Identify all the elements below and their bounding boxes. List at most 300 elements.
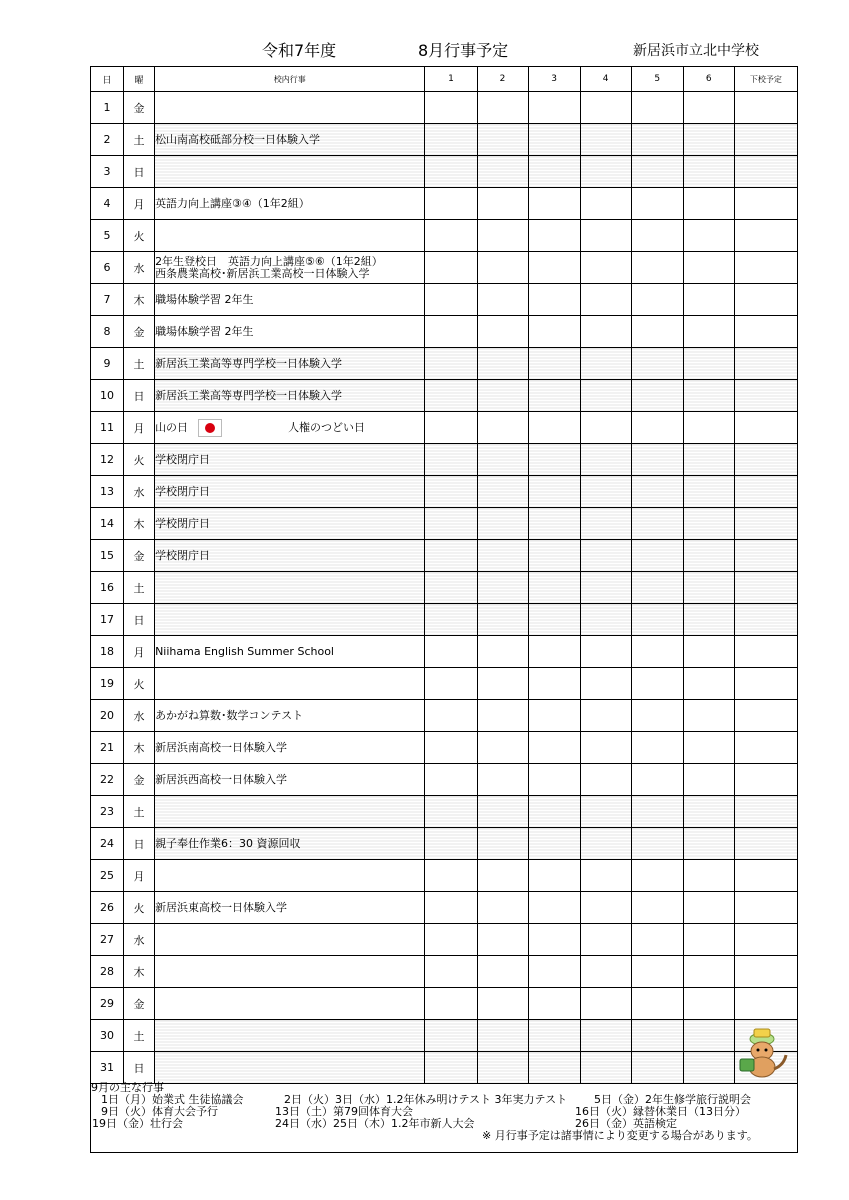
col-header: 2 — [477, 67, 528, 92]
period-cell — [425, 1052, 477, 1084]
event-cell — [155, 732, 425, 764]
period-cell — [631, 700, 683, 732]
dismissal-cell — [734, 604, 797, 636]
period-cell — [631, 220, 683, 252]
period-cell — [477, 284, 528, 316]
event-cell — [155, 380, 425, 412]
period-cell — [425, 604, 477, 636]
day-cell: 4 — [91, 188, 124, 220]
period-cell — [683, 796, 734, 828]
period-cell — [477, 604, 528, 636]
period-cell — [580, 956, 631, 988]
event-cell — [155, 188, 425, 220]
day-cell: 16 — [91, 572, 124, 604]
event-cell — [155, 348, 425, 380]
period-cell — [683, 636, 734, 668]
period-cell — [528, 700, 580, 732]
weekday-cell: 土 — [124, 348, 155, 380]
event-cell — [155, 796, 425, 828]
day-cell: 29 — [91, 988, 124, 1020]
day-cell: 17 — [91, 604, 124, 636]
period-cell — [580, 124, 631, 156]
footer-event: 19日（金）壮行会 — [92, 1117, 183, 1130]
event-text: 学校閉庁日 — [155, 516, 211, 530]
event-text: 英語力向上講座③④（1年2組） — [155, 196, 310, 210]
period-cell — [528, 828, 580, 860]
dismissal-cell — [734, 860, 797, 892]
table-row — [91, 700, 798, 732]
day-cell: 12 — [91, 444, 124, 476]
day-cell: 11 — [91, 412, 124, 444]
table-row — [91, 348, 798, 380]
period-cell — [425, 636, 477, 668]
period-cell — [631, 924, 683, 956]
period-cell — [425, 892, 477, 924]
period-cell — [683, 316, 734, 348]
period-cell — [425, 700, 477, 732]
footer-disclaimer: ※ 月行事予定は諸事情により変更する場合があります。 — [482, 1129, 758, 1142]
event-cell — [155, 764, 425, 796]
period-cell — [528, 156, 580, 188]
period-cell — [580, 732, 631, 764]
period-cell — [477, 540, 528, 572]
japan-flag-icon — [198, 419, 222, 437]
period-cell — [477, 956, 528, 988]
table-row — [91, 764, 798, 796]
weekday-cell: 金 — [124, 92, 155, 124]
day-cell: 10 — [91, 380, 124, 412]
period-cell — [477, 764, 528, 796]
period-cell — [631, 92, 683, 124]
period-cell — [683, 956, 734, 988]
period-cell — [631, 604, 683, 636]
period-cell — [580, 988, 631, 1020]
period-cell — [631, 732, 683, 764]
event-cell — [155, 828, 425, 860]
period-cell — [528, 572, 580, 604]
period-cell — [425, 860, 477, 892]
weekday-cell: 月 — [124, 412, 155, 444]
period-cell — [425, 188, 477, 220]
event-cell — [155, 668, 425, 700]
event-cell — [155, 444, 425, 476]
footer-heading: 9月の主な行事 — [91, 1081, 164, 1094]
period-cell — [683, 668, 734, 700]
event-text: 山の日 — [155, 420, 189, 434]
period-cell — [683, 604, 734, 636]
event-cell — [155, 316, 425, 348]
day-cell: 19 — [91, 668, 124, 700]
period-cell — [528, 1052, 580, 1084]
table-row — [91, 572, 798, 604]
period-cell — [580, 476, 631, 508]
dismissal-cell — [734, 540, 797, 572]
period-cell — [631, 188, 683, 220]
period-cell — [528, 540, 580, 572]
period-cell — [425, 220, 477, 252]
weekday-cell: 月 — [124, 860, 155, 892]
dismissal-cell — [734, 348, 797, 380]
event-cell — [155, 1020, 425, 1052]
period-cell — [477, 668, 528, 700]
period-cell — [477, 380, 528, 412]
period-cell — [477, 124, 528, 156]
table-row — [91, 1020, 798, 1052]
event-text: 新居浜南高校一日体験入学 — [155, 740, 288, 754]
period-cell — [631, 988, 683, 1020]
period-cell — [528, 380, 580, 412]
period-cell — [477, 796, 528, 828]
period-cell — [425, 92, 477, 124]
period-cell — [631, 1052, 683, 1084]
event-cell — [155, 636, 425, 668]
period-cell — [631, 860, 683, 892]
event-text: 西条農業高校･新居浜工業高校一日体験入学 — [155, 266, 370, 280]
period-cell — [683, 252, 734, 284]
period-cell — [425, 764, 477, 796]
day-cell: 18 — [91, 636, 124, 668]
event-text: 新居浜西高校一日体験入学 — [155, 772, 288, 786]
table-row — [91, 284, 798, 316]
day-cell: 7 — [91, 284, 124, 316]
period-cell — [528, 604, 580, 636]
period-cell — [425, 380, 477, 412]
period-cell — [425, 156, 477, 188]
dismissal-cell — [734, 412, 797, 444]
day-cell: 21 — [91, 732, 124, 764]
event-cell — [155, 572, 425, 604]
period-cell — [528, 476, 580, 508]
table-header-row — [91, 67, 798, 92]
table-row — [91, 124, 798, 156]
period-cell — [683, 220, 734, 252]
dismissal-cell — [734, 668, 797, 700]
period-cell — [631, 668, 683, 700]
period-cell — [528, 412, 580, 444]
day-cell: 30 — [91, 1020, 124, 1052]
period-cell — [683, 860, 734, 892]
footer-event: 16日（火）縁替休業日（13日分） — [575, 1105, 746, 1118]
weekday-cell: 土 — [124, 124, 155, 156]
period-cell — [631, 124, 683, 156]
period-cell — [580, 348, 631, 380]
period-cell — [477, 892, 528, 924]
footer-event: 24日（水）25日（木）1.2年市新人大会 — [275, 1117, 475, 1130]
period-cell — [528, 892, 580, 924]
weekday-cell: 土 — [124, 1020, 155, 1052]
period-cell — [580, 764, 631, 796]
table-row — [91, 92, 798, 124]
period-cell — [528, 1020, 580, 1052]
event-text: 2年生登校日 英語力向上講座⑤⑥（1年2組） — [155, 254, 383, 268]
period-cell — [683, 412, 734, 444]
event-cell — [155, 92, 425, 124]
footer-event: 5日（金）2年生修学旅行説明会 — [594, 1093, 751, 1106]
dismissal-cell — [734, 700, 797, 732]
event-text: 松山南高校砥部分校一日体験入学 — [155, 132, 321, 146]
period-cell — [528, 316, 580, 348]
period-cell — [528, 348, 580, 380]
event-cell — [155, 252, 425, 284]
table-row — [91, 252, 798, 284]
col-header: 下校予定 — [734, 67, 797, 92]
weekday-cell: 火 — [124, 444, 155, 476]
table-row — [91, 732, 798, 764]
table-row — [91, 444, 798, 476]
period-cell — [425, 124, 477, 156]
period-cell — [631, 540, 683, 572]
event-cell — [155, 924, 425, 956]
weekday-cell: 火 — [124, 220, 155, 252]
dismissal-cell — [734, 92, 797, 124]
weekday-cell: 日 — [124, 156, 155, 188]
event-text: 職場体験学習 2年生 — [155, 324, 254, 338]
weekday-cell: 金 — [124, 988, 155, 1020]
period-cell — [425, 284, 477, 316]
weekday-cell: 水 — [124, 700, 155, 732]
period-cell — [477, 508, 528, 540]
event-cell — [155, 284, 425, 316]
event-text: あかがね算数･数学コンテスト — [155, 708, 304, 722]
period-cell — [425, 956, 477, 988]
period-cell — [580, 604, 631, 636]
period-cell — [683, 188, 734, 220]
period-cell — [477, 988, 528, 1020]
table-row — [91, 156, 798, 188]
weekday-cell: 木 — [124, 956, 155, 988]
dismissal-cell — [734, 636, 797, 668]
period-cell — [683, 1052, 734, 1084]
period-cell — [425, 508, 477, 540]
weekday-cell: 木 — [124, 508, 155, 540]
table-row — [91, 412, 798, 444]
period-cell — [477, 156, 528, 188]
day-cell: 5 — [91, 220, 124, 252]
period-cell — [683, 924, 734, 956]
period-cell — [631, 956, 683, 988]
weekday-cell: 火 — [124, 892, 155, 924]
period-cell — [683, 540, 734, 572]
period-cell — [425, 572, 477, 604]
period-cell — [528, 444, 580, 476]
dismissal-cell — [734, 444, 797, 476]
event-cell — [155, 220, 425, 252]
period-cell — [631, 476, 683, 508]
event-text: Niihama English Summer School — [155, 644, 334, 658]
table-row — [91, 860, 798, 892]
col-header: 1 — [425, 67, 477, 92]
period-cell — [528, 988, 580, 1020]
period-cell — [580, 1020, 631, 1052]
period-cell — [580, 252, 631, 284]
period-cell — [477, 924, 528, 956]
table-row — [91, 508, 798, 540]
period-cell — [631, 572, 683, 604]
period-cell — [477, 188, 528, 220]
school-name: 新居浜市立北中学校 — [633, 43, 759, 59]
table-row — [91, 540, 798, 572]
period-cell — [425, 316, 477, 348]
table-row — [91, 892, 798, 924]
period-cell — [580, 444, 631, 476]
period-cell — [580, 860, 631, 892]
day-cell: 3 — [91, 156, 124, 188]
period-cell — [477, 316, 528, 348]
period-cell — [580, 316, 631, 348]
col-header: 6 — [683, 67, 734, 92]
event-cell — [155, 700, 425, 732]
period-cell — [477, 572, 528, 604]
day-cell: 9 — [91, 348, 124, 380]
period-cell — [631, 284, 683, 316]
period-cell — [528, 764, 580, 796]
period-cell — [477, 412, 528, 444]
day-cell: 8 — [91, 316, 124, 348]
weekday-cell: 土 — [124, 796, 155, 828]
period-cell — [683, 444, 734, 476]
weekday-cell: 木 — [124, 284, 155, 316]
period-cell — [425, 988, 477, 1020]
dismissal-cell — [734, 988, 797, 1020]
day-cell: 20 — [91, 700, 124, 732]
weekday-cell: 月 — [124, 188, 155, 220]
weekday-cell: 金 — [124, 316, 155, 348]
table-row — [91, 924, 798, 956]
dismissal-cell — [734, 252, 797, 284]
period-cell — [425, 732, 477, 764]
day-cell: 1 — [91, 92, 124, 124]
day-cell: 25 — [91, 860, 124, 892]
dismissal-cell — [734, 828, 797, 860]
page-title: 8月行事予定 — [418, 41, 509, 60]
period-cell — [425, 796, 477, 828]
period-cell — [683, 380, 734, 412]
dismissal-cell — [734, 188, 797, 220]
period-cell — [683, 508, 734, 540]
period-cell — [528, 124, 580, 156]
period-cell — [683, 828, 734, 860]
dismissal-cell — [734, 220, 797, 252]
event-cell — [155, 1052, 425, 1084]
day-cell: 27 — [91, 924, 124, 956]
footer-event: 9日（火）体育大会予行 — [101, 1105, 218, 1118]
event-cell — [155, 892, 425, 924]
table-row — [91, 1052, 798, 1084]
event-cell — [155, 604, 425, 636]
day-cell: 6 — [91, 252, 124, 284]
col-header: 5 — [631, 67, 683, 92]
dismissal-cell — [734, 316, 797, 348]
period-cell — [477, 828, 528, 860]
weekday-cell: 日 — [124, 828, 155, 860]
table-row — [91, 668, 798, 700]
period-cell — [631, 636, 683, 668]
period-cell — [683, 124, 734, 156]
period-cell — [477, 732, 528, 764]
day-cell: 15 — [91, 540, 124, 572]
day-cell: 24 — [91, 828, 124, 860]
period-cell — [528, 636, 580, 668]
period-cell — [528, 924, 580, 956]
col-header: 曜 — [124, 67, 155, 92]
period-cell — [683, 764, 734, 796]
period-cell — [528, 732, 580, 764]
period-cell — [631, 892, 683, 924]
period-cell — [477, 220, 528, 252]
dismissal-cell — [734, 380, 797, 412]
period-cell — [580, 700, 631, 732]
col-header: 校内行事 — [155, 67, 425, 92]
period-cell — [683, 1020, 734, 1052]
day-cell: 31 — [91, 1052, 124, 1084]
event-cell — [155, 156, 425, 188]
table-row — [91, 380, 798, 412]
period-cell — [477, 636, 528, 668]
period-cell — [580, 892, 631, 924]
footer-event: 1日（月）始業式 生徒協議会 — [101, 1093, 244, 1106]
period-cell — [425, 412, 477, 444]
period-cell — [580, 412, 631, 444]
period-cell — [425, 924, 477, 956]
period-cell — [683, 284, 734, 316]
event-cell — [155, 124, 425, 156]
period-cell — [683, 92, 734, 124]
dismissal-cell — [734, 764, 797, 796]
period-cell — [631, 316, 683, 348]
period-cell — [683, 892, 734, 924]
dismissal-cell — [734, 508, 797, 540]
period-cell — [683, 700, 734, 732]
period-cell — [528, 252, 580, 284]
footer-event: 26日（金）英語検定 — [575, 1117, 677, 1130]
period-cell — [683, 156, 734, 188]
dismissal-cell — [734, 924, 797, 956]
period-cell — [477, 700, 528, 732]
event-text: 新居浜工業高等専門学校一日体験入学 — [155, 388, 343, 402]
dismissal-cell — [734, 284, 797, 316]
period-cell — [631, 764, 683, 796]
dismissal-cell — [734, 476, 797, 508]
day-cell: 2 — [91, 124, 124, 156]
event-cell — [155, 508, 425, 540]
period-cell — [528, 92, 580, 124]
table-row — [91, 636, 798, 668]
col-header: 3 — [528, 67, 580, 92]
period-cell — [425, 444, 477, 476]
event-text: 新居浜東高校一日体験入学 — [155, 900, 288, 914]
period-cell — [580, 284, 631, 316]
period-cell — [631, 828, 683, 860]
day-cell: 28 — [91, 956, 124, 988]
day-cell: 13 — [91, 476, 124, 508]
day-cell: 14 — [91, 508, 124, 540]
period-cell — [580, 92, 631, 124]
period-cell — [528, 860, 580, 892]
table-row — [91, 988, 798, 1020]
weekday-cell: 水 — [124, 476, 155, 508]
period-cell — [580, 188, 631, 220]
dismissal-cell — [734, 572, 797, 604]
period-cell — [477, 92, 528, 124]
event-text: 新居浜工業高等専門学校一日体験入学 — [155, 356, 343, 370]
period-cell — [580, 636, 631, 668]
weekday-cell: 火 — [124, 668, 155, 700]
period-cell — [477, 1052, 528, 1084]
period-cell — [580, 924, 631, 956]
period-cell — [477, 252, 528, 284]
period-cell — [631, 444, 683, 476]
period-cell — [528, 508, 580, 540]
